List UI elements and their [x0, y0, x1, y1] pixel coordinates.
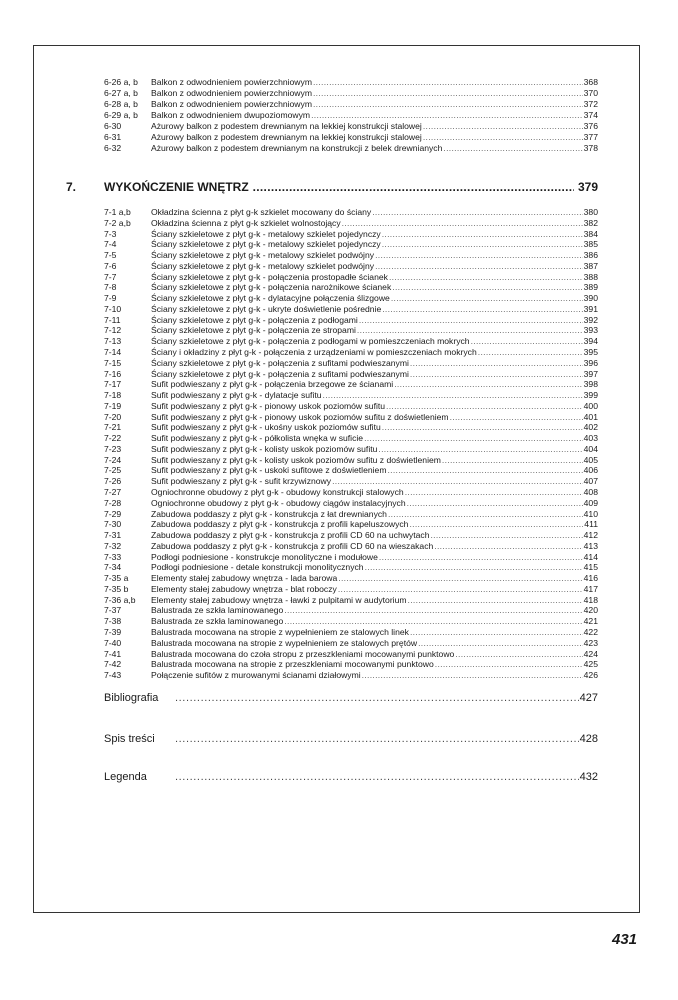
- leader-dots: [455, 649, 582, 659]
- entry-title: Sufit podwieszany z płyt g-k - ukośny uskok poziomów sufitu: [151, 422, 381, 433]
- leader-dots: [382, 304, 582, 314]
- entry-page: 416: [583, 573, 598, 584]
- leader-dots: [175, 771, 579, 783]
- entry-title: Balustrada ze szkła laminowanego: [151, 616, 284, 627]
- entry-number: 6-29 a, b: [104, 110, 138, 120]
- entry-title: Ściany szkieletowe z płyt g-k - ukryte doświetlenie pośrednie: [151, 303, 382, 314]
- entry-number: 7-13: [104, 336, 122, 347]
- entry-title: Sufit podwieszany z płyt g-k - półkolista wnęka w suficie: [151, 433, 364, 444]
- entry-page: 391: [583, 303, 598, 314]
- entry-page: 405: [583, 454, 598, 465]
- entry-page: 410: [583, 508, 598, 519]
- toc-entry: [104, 649, 598, 659]
- leader-dots: [357, 325, 583, 335]
- toc-entry: [104, 519, 598, 529]
- entry-title: Balustrada mocowana do czoła stropu z przeszkleniami mocowanymi punktowo: [151, 648, 455, 659]
- toc-entry: [104, 401, 598, 411]
- leader-dots: [410, 369, 583, 379]
- entry-number: 7-35 a: [104, 573, 129, 584]
- backmatter-page: 428: [579, 733, 598, 745]
- leader-dots: [175, 733, 579, 745]
- chapter-title: WYKOŃCZENIE WNĘTRZ: [104, 180, 249, 194]
- entry-title: Sufit podwieszany z płyt g-k - dylatacje sufitu: [151, 390, 322, 401]
- leader-dots: [471, 336, 583, 346]
- toc-entry: [104, 315, 598, 325]
- entry-page: 408: [583, 487, 598, 498]
- entry-title: Elementy stałej zabudowy wnętrza - lada barowa: [151, 573, 338, 584]
- entry-title: Ogniochronne obudowy z płyt g-k - obudowy konstrukcji stalowych: [151, 487, 404, 498]
- entry-title: Sufit podwieszany z płyt g-k - kolisty uskok poziomów sufitu: [151, 443, 378, 454]
- entry-page: 402: [583, 422, 598, 433]
- toc-entry: [104, 476, 598, 486]
- entry-title: Ściany szkieletowe z płyt g-k - metalowy szkielet pojedynczy: [151, 239, 381, 250]
- entry-title: Zabudowa poddaszy z płyt g-k - konstrukcja z łat drewnianych: [151, 508, 387, 519]
- entry-number: 7-35 b: [104, 583, 129, 594]
- entry-page: 396: [583, 357, 598, 368]
- entry-number: 7-5: [104, 250, 117, 261]
- toc-backmatter-entry: [104, 692, 598, 704]
- entry-number: 7-20: [104, 411, 122, 422]
- entry-page: 411: [584, 519, 598, 530]
- chapter-number: 7.: [66, 180, 77, 194]
- entry-title: Ściany szkieletowe z płyt g-k - połączenia narożnikowe ścianek: [151, 282, 392, 293]
- entry-page: 423: [583, 637, 598, 648]
- leader-dots: [311, 110, 583, 120]
- entry-title: Podłogi podniesione - konstrukcje monolityczne i modułowe: [151, 551, 378, 562]
- entry-title: Zabudowa poddaszy z płyt g-k - konstrukcja z profili kapeluszowych: [151, 519, 409, 530]
- toc-entry: [104, 422, 598, 432]
- entry-title: Balustrada mocowana na stropie z wypełnieniem ze stalowych prętów: [151, 637, 418, 648]
- toc-entry: [104, 272, 598, 282]
- toc-entry: [104, 616, 598, 626]
- toc-entry: [104, 304, 598, 314]
- entry-number: 7-31: [104, 530, 122, 541]
- entry-page: 372: [583, 99, 598, 109]
- entry-title: Okładzina ścienna z płyt g-k szkielet mocowany do ściany: [151, 207, 372, 217]
- entry-number: 7-33: [104, 551, 122, 562]
- leader-dots: [359, 315, 583, 325]
- entry-title: Ażurowy balkon z podestem drewnianym na konstrukcji z belek drewnianych: [151, 143, 443, 153]
- toc-entry: [104, 358, 598, 368]
- entry-number: 7-42: [104, 659, 122, 670]
- entry-number: 7-17: [104, 379, 122, 390]
- leader-dots: [338, 573, 582, 583]
- leader-dots: [478, 347, 583, 357]
- toc-entry: [104, 218, 598, 228]
- toc-entry: [104, 498, 598, 508]
- entry-page: 420: [583, 605, 598, 616]
- leader-dots: [407, 498, 583, 508]
- toc-entry: [104, 261, 598, 271]
- entry-page: 385: [583, 239, 598, 250]
- entry-title: Okładzina ścienna z płyt g-k szkielet wolnostojący: [151, 217, 341, 228]
- backmatter-page: 432: [579, 771, 598, 783]
- entry-page: 413: [583, 540, 598, 551]
- entry-number: 7-4: [104, 239, 117, 250]
- entry-title: Ściany szkieletowe z płyt g-k - połączenia ze stropami: [151, 325, 356, 336]
- entry-number: 7-8: [104, 282, 117, 293]
- backmatter-title: Spis treści: [104, 733, 155, 745]
- leader-dots: [362, 670, 583, 680]
- chapter-leader-dots: [253, 180, 574, 194]
- entry-number: 7-30: [104, 519, 122, 530]
- leader-dots: [443, 143, 582, 153]
- entry-page: 426: [583, 670, 598, 681]
- leader-dots: [389, 272, 583, 282]
- toc-entry: [104, 229, 598, 239]
- leader-dots: [313, 77, 583, 87]
- leader-dots: [313, 99, 583, 109]
- entry-page: 386: [583, 250, 598, 261]
- entry-title: Balustrada mocowana na stropie z przeszkleniami mocowanymi punktowo: [151, 659, 434, 670]
- entry-title: Sufit podwieszany z płyt g-k - uskoki sufitowe z doświetleniem: [151, 465, 387, 476]
- entry-number: 7-29: [104, 508, 122, 519]
- toc-entry: [104, 325, 598, 335]
- entry-number: 7-9: [104, 293, 117, 304]
- entry-page: 422: [583, 627, 598, 638]
- backmatter-title: Legenda: [104, 771, 147, 783]
- entry-title: Ogniochronne obudowy z płyt g-k - obudowy ciągów instalacyjnych: [151, 497, 406, 508]
- toc-entry: [104, 627, 598, 637]
- entry-number: 7-34: [104, 562, 122, 573]
- toc-entry: [104, 487, 598, 497]
- toc-entry: [104, 562, 598, 572]
- entry-page: 415: [583, 562, 598, 573]
- entry-number: 7-27: [104, 487, 122, 498]
- entry-title: Ściany szkieletowe z płyt g-k - dylatacyjne połączenia ślizgowe: [151, 293, 390, 304]
- entry-page: 374: [583, 110, 598, 120]
- leader-dots: [450, 412, 583, 422]
- entry-number: 7-12: [104, 325, 122, 336]
- toc-backmatter-entry: [104, 733, 598, 745]
- entry-number: 7-38: [104, 616, 122, 627]
- entry-page: 401: [583, 411, 598, 422]
- leader-dots: [423, 121, 583, 131]
- entry-title: Ściany szkieletowe z płyt g-k - metalowy szkielet podwójny: [151, 250, 375, 261]
- toc-entry: [104, 77, 598, 87]
- entry-number: 7-7: [104, 271, 117, 282]
- entry-title: Balustrada mocowana na stropie z wypełnieniem ze stalowych linek: [151, 627, 409, 638]
- entry-number: 7-39: [104, 627, 122, 638]
- entry-number: 7-40: [104, 637, 122, 648]
- entry-number: 7-26: [104, 476, 122, 487]
- entry-page: 412: [583, 530, 598, 541]
- entry-title: Balkon z odwodnieniem powierzchniowym: [151, 77, 312, 87]
- entry-title: Zabudowa poddaszy z płyt g-k - konstrukcja z profili CD 60 na uchwytach: [151, 530, 430, 541]
- leader-dots: [410, 627, 583, 637]
- toc-entry: [104, 638, 598, 648]
- entry-title: Balkon z odwodnieniem powierzchniowym: [151, 99, 312, 109]
- leader-dots: [394, 379, 582, 389]
- leader-dots: [378, 444, 582, 454]
- toc-entry: [104, 670, 598, 680]
- entry-page: 424: [583, 648, 598, 659]
- toc-entry: [104, 207, 598, 217]
- entry-number: 7-41: [104, 648, 122, 659]
- entry-title: Ażurowy balkon z podestem drewnianym na lekkiej konstrukcji stalowej: [151, 121, 422, 131]
- leader-dots: [342, 218, 583, 228]
- leader-dots: [365, 562, 583, 572]
- leader-dots: [392, 282, 582, 292]
- leader-dots: [382, 229, 583, 239]
- entry-title: Elementy stałej zabudowy wnętrza - blat roboczy: [151, 583, 337, 594]
- toc-chapter-heading: [66, 180, 598, 194]
- toc-entry: [104, 121, 598, 131]
- entry-number: 6-31: [104, 132, 122, 142]
- leader-dots: [434, 541, 582, 551]
- toc-entry: [104, 509, 598, 519]
- entry-page: 382: [583, 217, 598, 228]
- entry-title: Ściany szkieletowe z płyt g-k - połączenia z podłogami: [151, 314, 358, 325]
- entry-page: 404: [583, 443, 598, 454]
- entry-number: 7-3: [104, 228, 117, 239]
- entry-number: 7-1 a,b: [104, 207, 131, 217]
- entry-page: 399: [583, 390, 598, 401]
- leader-dots: [388, 509, 583, 519]
- entry-title: Balkon z odwodnieniem powierzchniowym: [151, 88, 312, 98]
- leader-dots: [423, 132, 583, 142]
- leader-dots: [391, 293, 583, 303]
- toc-entry: [104, 530, 598, 540]
- entry-number: 7-25: [104, 465, 122, 476]
- leader-dots: [382, 422, 583, 432]
- backmatter-page: 427: [579, 692, 598, 704]
- entry-number: 7-10: [104, 303, 122, 314]
- toc-entry: [104, 659, 598, 669]
- entry-page: 397: [583, 368, 598, 379]
- toc-entry: [104, 132, 598, 142]
- page-number: 431: [612, 931, 638, 948]
- leader-dots: [379, 552, 583, 562]
- leader-dots: [409, 519, 583, 529]
- leader-dots: [430, 530, 582, 540]
- entry-page: 421: [583, 616, 598, 627]
- toc-entry: [104, 595, 598, 605]
- entry-page: 388: [583, 271, 598, 282]
- entry-number: 6-28 a, b: [104, 99, 138, 109]
- toc-entry: [104, 369, 598, 379]
- entry-title: Zabudowa poddaszy z płyt g-k - konstrukcja z profili CD 60 na wieszakach: [151, 540, 434, 551]
- entry-title: Sufit podwieszany z płyt g-k - sufit krzywiznowy: [151, 476, 332, 487]
- toc-entry: [104, 347, 598, 357]
- entry-page: 409: [583, 497, 598, 508]
- leader-dots: [410, 358, 583, 368]
- entry-title: Ażurowy balkon z podestem drewnianym na lekkiej konstrukcji stalowej: [151, 132, 422, 142]
- entry-page: 394: [583, 336, 598, 347]
- entry-title: Ściany szkieletowe z płyt g-k - połączenia prostopadłe ścianek: [151, 271, 388, 282]
- toc-entry: [104, 336, 598, 346]
- entry-title: Ściany szkieletowe z płyt g-k - połączenia z podłogami w pomieszczeniach mokrych: [151, 336, 470, 347]
- leader-dots: [284, 605, 582, 615]
- leader-dots: [387, 465, 582, 475]
- leader-dots: [408, 595, 583, 605]
- entry-number: 7-21: [104, 422, 122, 433]
- entry-number: 6-32: [104, 143, 122, 153]
- entry-number: 7-11: [104, 314, 121, 325]
- entry-title: Balkon z odwodnieniem dwupoziomowym: [151, 110, 311, 120]
- toc-entry: [104, 250, 598, 260]
- leader-dots: [313, 88, 583, 98]
- toc-entry: [104, 573, 598, 583]
- toc-entry: [104, 379, 598, 389]
- toc-entry: [104, 541, 598, 551]
- entry-page: 414: [583, 551, 598, 562]
- entry-number: 6-30: [104, 121, 122, 131]
- entry-page: 380: [583, 207, 598, 217]
- entry-number: 7-19: [104, 400, 122, 411]
- toc-entry: [104, 552, 598, 562]
- entry-page: 417: [583, 583, 598, 594]
- entry-title: Ściany i okładziny z płyt g-k - połączenia z urządzeniami w pomieszczeniach mokrych: [151, 347, 477, 357]
- toc-entry: [104, 605, 598, 615]
- toc-backmatter-entry: [104, 771, 598, 783]
- entry-number: 7-2 a,b: [104, 217, 131, 228]
- entry-title: Podłogi podniesione - detale konstrukcji monolitycznych: [151, 562, 364, 573]
- backmatter-title: Bibliografia: [104, 692, 159, 704]
- entry-page: 376: [583, 121, 598, 131]
- leader-dots: [175, 692, 579, 704]
- leader-dots: [405, 487, 583, 497]
- entry-number: 7-36 a,b: [104, 594, 136, 605]
- entry-title: Sufit podwieszany z płyt g-k - pionowy uskok poziomów sufitu: [151, 400, 386, 411]
- entry-page: 384: [583, 228, 598, 239]
- leader-dots: [442, 455, 583, 465]
- entry-title: Sufit podwieszany z płyt g-k - pionowy uskok poziomów sufitu z doświetleniem: [151, 411, 449, 422]
- entry-page: 393: [583, 325, 598, 336]
- entry-page: 406: [583, 465, 598, 476]
- entry-page: 395: [583, 347, 598, 357]
- entry-number: 7-32: [104, 540, 122, 551]
- leader-dots: [382, 239, 583, 249]
- entry-title: Sufit podwieszany z płyt g-k - kolisty uskok poziomów sufitu z doświetleniem: [151, 454, 441, 465]
- entry-page: 390: [583, 293, 598, 304]
- toc-entry: [104, 110, 598, 120]
- entry-number: 7-28: [104, 497, 122, 508]
- entry-number: 6-26 a, b: [104, 77, 138, 87]
- chapter-page: 379: [577, 180, 598, 194]
- entry-page: 368: [583, 77, 598, 87]
- leader-dots: [375, 250, 583, 260]
- toc-entry: [104, 88, 598, 98]
- entry-number: 7-23: [104, 443, 122, 454]
- entry-title: Ściany szkieletowe z płyt g-k - metalowy szkielet pojedynczy: [151, 228, 381, 239]
- toc-entry: [104, 390, 598, 400]
- entry-number: 6-27 a, b: [104, 88, 138, 98]
- entry-title: Balustrada ze szkła laminowanego: [151, 605, 284, 616]
- entry-page: 387: [583, 260, 598, 271]
- entry-page: 407: [583, 476, 598, 487]
- toc-entry: [104, 412, 598, 422]
- entry-page: 418: [583, 594, 598, 605]
- leader-dots: [364, 433, 583, 443]
- toc-entry: [104, 99, 598, 109]
- toc-entry: [104, 584, 598, 594]
- toc-entry: [104, 444, 598, 454]
- leader-dots: [418, 638, 583, 648]
- entry-title: Połączenie sufitów z murowanymi ścianami działowymi: [151, 670, 361, 681]
- toc-entry: [104, 282, 598, 292]
- leader-dots: [332, 476, 583, 486]
- entry-number: 7-15: [104, 357, 122, 368]
- entry-number: 7-43: [104, 670, 122, 681]
- entry-number: 7-16: [104, 368, 122, 379]
- entry-number: 7-24: [104, 454, 122, 465]
- entry-number: 7-18: [104, 390, 122, 401]
- leader-dots: [284, 616, 582, 626]
- entry-page: 425: [583, 659, 598, 670]
- entry-page: 370: [583, 88, 598, 98]
- entry-page: 377: [583, 132, 598, 142]
- entry-title: Elementy stałej zabudowy wnętrza - ławki z pulpitami w audytorium: [151, 594, 407, 605]
- entry-page: 400: [583, 400, 598, 411]
- entry-title: Ściany szkieletowe z płyt g-k - metalowy szkielet podwójny: [151, 260, 375, 271]
- toc-entry: [104, 143, 598, 153]
- entry-page: 392: [583, 314, 598, 325]
- toc-entry: [104, 465, 598, 475]
- toc-entry: [104, 433, 598, 443]
- entry-number: 7-22: [104, 433, 122, 444]
- entry-number: 7-14: [104, 347, 122, 357]
- entry-page: 403: [583, 433, 598, 444]
- entry-page: 378: [583, 143, 598, 153]
- leader-dots: [435, 659, 583, 669]
- leader-dots: [372, 207, 582, 217]
- entry-number: 7-37: [104, 605, 122, 616]
- leader-dots: [323, 390, 583, 400]
- entry-number: 7-6: [104, 260, 117, 271]
- toc-entry: [104, 239, 598, 249]
- toc-entry: [104, 455, 598, 465]
- entry-title: Ściany szkieletowe z płyt g-k - połączenia z sufitami podwieszanymi: [151, 368, 409, 379]
- leader-dots: [338, 584, 583, 594]
- leader-dots: [375, 261, 583, 271]
- entry-title: Ściany szkieletowe z płyt g-k - połączenia z sufitami podwieszanymi: [151, 357, 409, 368]
- entry-page: 398: [583, 379, 598, 390]
- entry-title: Sufit podwieszany z płyt g-k - połączenia brzegowe ze ścianami: [151, 379, 394, 390]
- toc-entry: [104, 293, 598, 303]
- leader-dots: [386, 401, 583, 411]
- entry-page: 389: [583, 282, 598, 293]
